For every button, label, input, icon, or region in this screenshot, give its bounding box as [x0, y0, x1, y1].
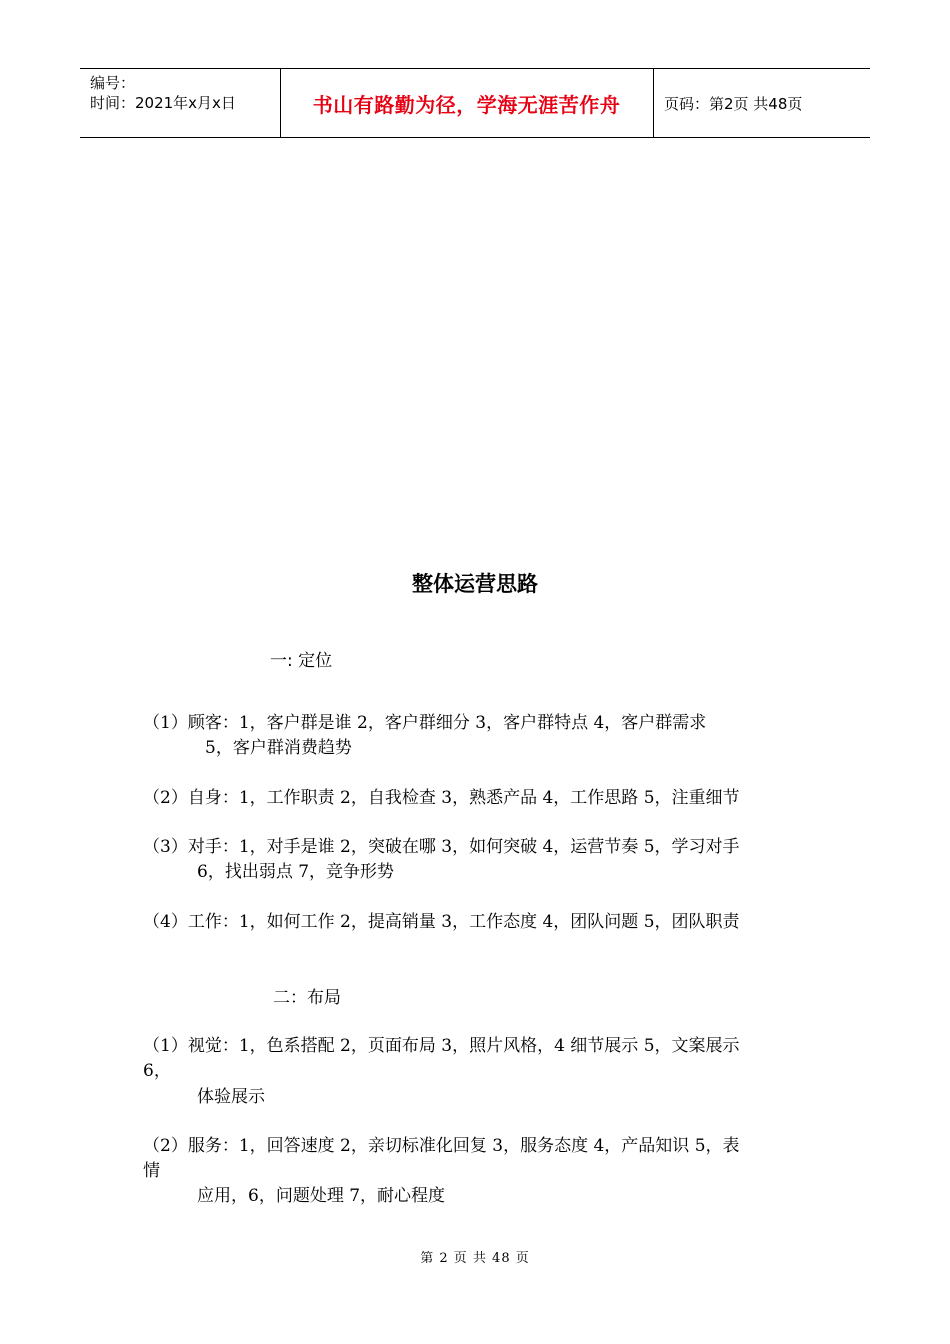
doc-title: 整体运营思路 — [412, 572, 538, 596]
paragraph-line: 应用，6，问题处理 7，耐心程度 — [197, 1186, 446, 1206]
paragraph-line: （4）工作：1，如何工作 2，提高销量 3，工作态度 4，团队问题 5，团队职责 — [143, 912, 740, 932]
page-footer: 第 2 页 共 48 页 — [420, 1251, 530, 1266]
section-heading-layout: 二：布局 — [273, 988, 341, 1008]
header-right-cell — [654, 69, 870, 137]
time-label: 时间：2021年x月x日 — [90, 94, 236, 112]
header-middle-cell — [280, 69, 654, 137]
paragraph-line: （2）自身：1，工作职责 2，自我检查 3，熟悉产品 4，工作思路 5，注重细节 — [143, 788, 740, 808]
number-label: 编号： — [90, 74, 136, 92]
paragraph-line: 6，找出弱点 7，竞争形势 — [197, 862, 395, 882]
section-heading-positioning: 一: 定位 — [270, 651, 333, 671]
paragraph-line: 情 — [143, 1161, 160, 1181]
header-left-cell — [80, 69, 281, 137]
paragraph-line: （1）视觉：1，色系搭配 2，页面布局 3，照片风格，4 细节展示 5，文案展示 — [143, 1036, 740, 1056]
page-header — [80, 68, 870, 138]
paragraph-line: （3）对手：1，对手是谁 2，突破在哪 3，如何突破 4，运营节奏 5，学习对手 — [143, 837, 740, 857]
page-info: 页码：第2页 共48页 — [664, 94, 803, 113]
motto: 书山有路勤为径，学海无涯苦作舟 — [312, 92, 621, 117]
paragraph-line: 6， — [143, 1061, 171, 1081]
paragraph-line: 体验展示 — [197, 1087, 265, 1107]
paragraph-line: （2）服务：1，回答速度 2，亲切标准化回复 3，服务态度 4，产品知识 5，表 — [143, 1136, 740, 1156]
paragraph-line: 5，客户群消费趋势 — [205, 738, 352, 758]
paragraph-line: （1）顾客：1，客户群是谁 2，客户群细分 3，客户群特点 4，客户群需求 — [143, 713, 707, 733]
